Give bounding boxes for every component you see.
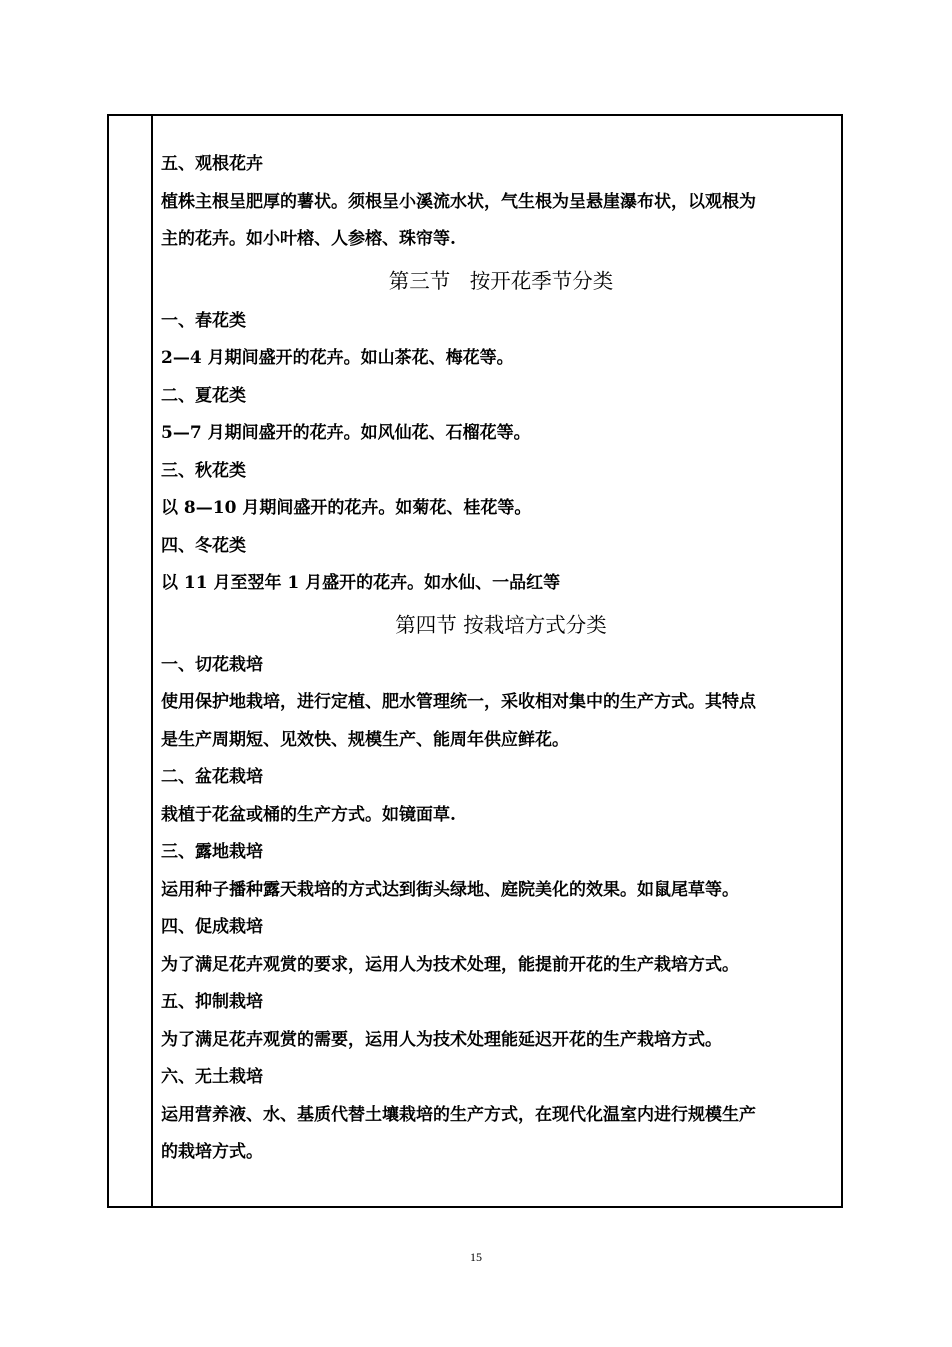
item-heading: 二、盆花栽培 bbox=[161, 767, 263, 787]
page-frame bbox=[107, 114, 843, 1208]
body-line: 的栽培方式。 bbox=[161, 1142, 263, 1162]
body-line: 植株主根呈肥厚的薯状。须根呈小溪流水状，气生根为呈悬崖瀑布状，以观根为 bbox=[161, 191, 756, 212]
item-heading: 三、秋花类 bbox=[161, 460, 246, 481]
body-line: 运用营养液、水、基质代替土壤栽培的生产方式，在现代化温室内进行规模生产 bbox=[161, 1104, 756, 1125]
body-line: 使用保护地栽培，进行定植、肥水管理统一，采收相对集中的生产方式。其特点 bbox=[161, 692, 756, 712]
body-line: 以 8—10 月期间盛开的花卉。如菊花、桂花等。 bbox=[161, 498, 532, 518]
item-heading: 一、春花类 bbox=[161, 310, 246, 331]
item-heading: 一、切花栽培 bbox=[161, 654, 263, 675]
item-heading: 二、夏花类 bbox=[161, 385, 246, 406]
item-heading: 五、抑制栽培 bbox=[161, 992, 263, 1012]
body-line: 以 11 月至翌年 1 月盛开的花卉。如水仙、一品红等 bbox=[161, 573, 561, 593]
main-content bbox=[161, 146, 841, 1172]
body-line: 是生产周期短、见效快、规模生产、能周年供应鲜花。 bbox=[161, 729, 569, 750]
column-divider bbox=[151, 116, 153, 1206]
item-heading: 三、露地栽培 bbox=[161, 842, 263, 862]
item-heading: 六、无土栽培 bbox=[161, 1067, 263, 1087]
page-number: 15 bbox=[470, 1250, 482, 1264]
item-heading: 四、冬花类 bbox=[161, 535, 246, 556]
item-heading: 四、促成栽培 bbox=[161, 917, 263, 937]
body-line: 为了满足花卉观赏的需要，运用人为技术处理能延迟开花的生产栽培方式。 bbox=[161, 1029, 722, 1050]
section-title: 第三节 按开花季节分类 bbox=[388, 268, 614, 293]
body-line: 运用种子播种露天栽培的方式达到街头绿地、庭院美化的效果。如鼠尾草等。 bbox=[161, 879, 739, 900]
body-line: 5—7 月期间盛开的花卉。如风仙花、石榴花等。 bbox=[161, 423, 531, 443]
section-title: 第四节 按栽培方式分类 bbox=[395, 612, 607, 637]
body-line: 2—4 月期间盛开的花卉。如山茶花、梅花等。 bbox=[161, 348, 514, 368]
body-line: 栽植于花盆或桶的生产方式。如镜面草. bbox=[161, 804, 456, 825]
body-line: 主的花卉。如小叶榕、人参榕、珠帘等. bbox=[161, 229, 456, 249]
item-heading: 五、观根花卉 bbox=[161, 154, 263, 174]
body-line: 为了满足花卉观赏的要求，运用人为技术处理，能提前开花的生产栽培方式。 bbox=[161, 954, 739, 975]
